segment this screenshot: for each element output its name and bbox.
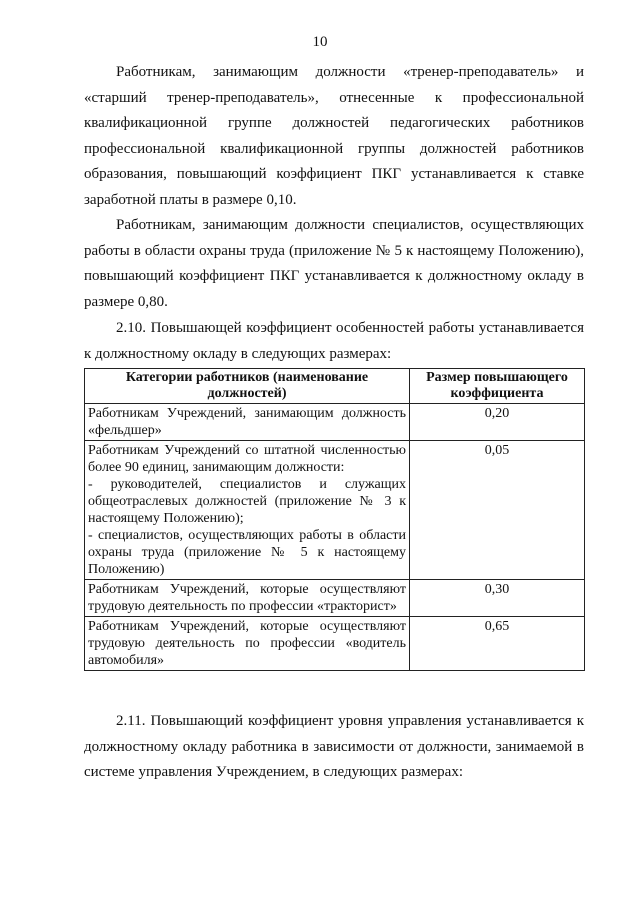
header-category: Категории работников (наименование должностей) <box>85 369 410 404</box>
row-category: Работникам Учреждений, занимающим должность «фельдшер» <box>85 404 410 441</box>
table-header-row <box>85 369 585 404</box>
paragraph-text: 2.10. Повышающей коэффициент особенностей работы устанавливается к должностному окладу в следующих размерах: <box>84 320 584 362</box>
row-category-line: Работникам Учреждений со штатной численностью более 90 единиц, занимающим должности: <box>88 443 406 475</box>
header-coefficient: Размер повышающего коэффициента <box>410 369 585 404</box>
row-category: Работникам Учреждений, которые осуществляют трудовую деятельность по профессии «водитель автомобиля» <box>85 617 410 671</box>
table-row <box>85 580 585 617</box>
paragraph-text: Работникам, занимающим должности «тренер-преподаватель» и «старший тренер-преподаватель», отнесенные к профессиональной квалификационной группе должностей педагогических работников профессиональной квалификационной группы должностей работников образования, повышающий коэффициент ПКГ устанавливается к ставке заработной платы в размере 0,10. <box>84 64 584 208</box>
paragraph-text: Работникам, занимающим должности специалистов, осуществляющих работы в области охраны труда (приложение № 5 к настоящему Положению), повышающий коэффициент ПКГ устанавливается к должностному окладу в размере 0,80. <box>84 217 584 310</box>
table-row <box>85 441 585 580</box>
row-category: Работникам Учреждений, которые осуществляют трудовую деятельность по профессии «тракторист» <box>85 580 410 617</box>
row-value: 0,30 <box>410 580 585 617</box>
table-row <box>85 404 585 441</box>
row-value: 0,05 <box>410 441 585 580</box>
table-row <box>85 617 585 671</box>
paragraph-labor-safety-coefficient <box>84 213 584 315</box>
row-value: 0,20 <box>410 404 585 441</box>
row-value: 0,65 <box>410 617 585 671</box>
row-category-line: - руководителей, специалистов и служащих общеотраслевых должностей (приложение № 3 к настоящему Положению); <box>88 477 406 526</box>
coefficient-table <box>84 368 585 671</box>
row-category <box>85 441 410 580</box>
row-category-line: - специалистов, осуществляющих работы в области охраны труда (приложение № 5 к настоящему Положению) <box>88 528 406 577</box>
paragraph-2-10 <box>84 316 584 367</box>
paragraph-2-11 <box>84 709 584 786</box>
page-number: 10 <box>312 34 328 50</box>
paragraph-text: 2.11. Повышающий коэффициент уровня управления устанавливается к должностному окладу работника в зависимости от должности, занимаемой в системе управления Учреждением, в следующих размерах: <box>84 713 584 781</box>
paragraph-trainer-coefficient <box>84 60 584 214</box>
